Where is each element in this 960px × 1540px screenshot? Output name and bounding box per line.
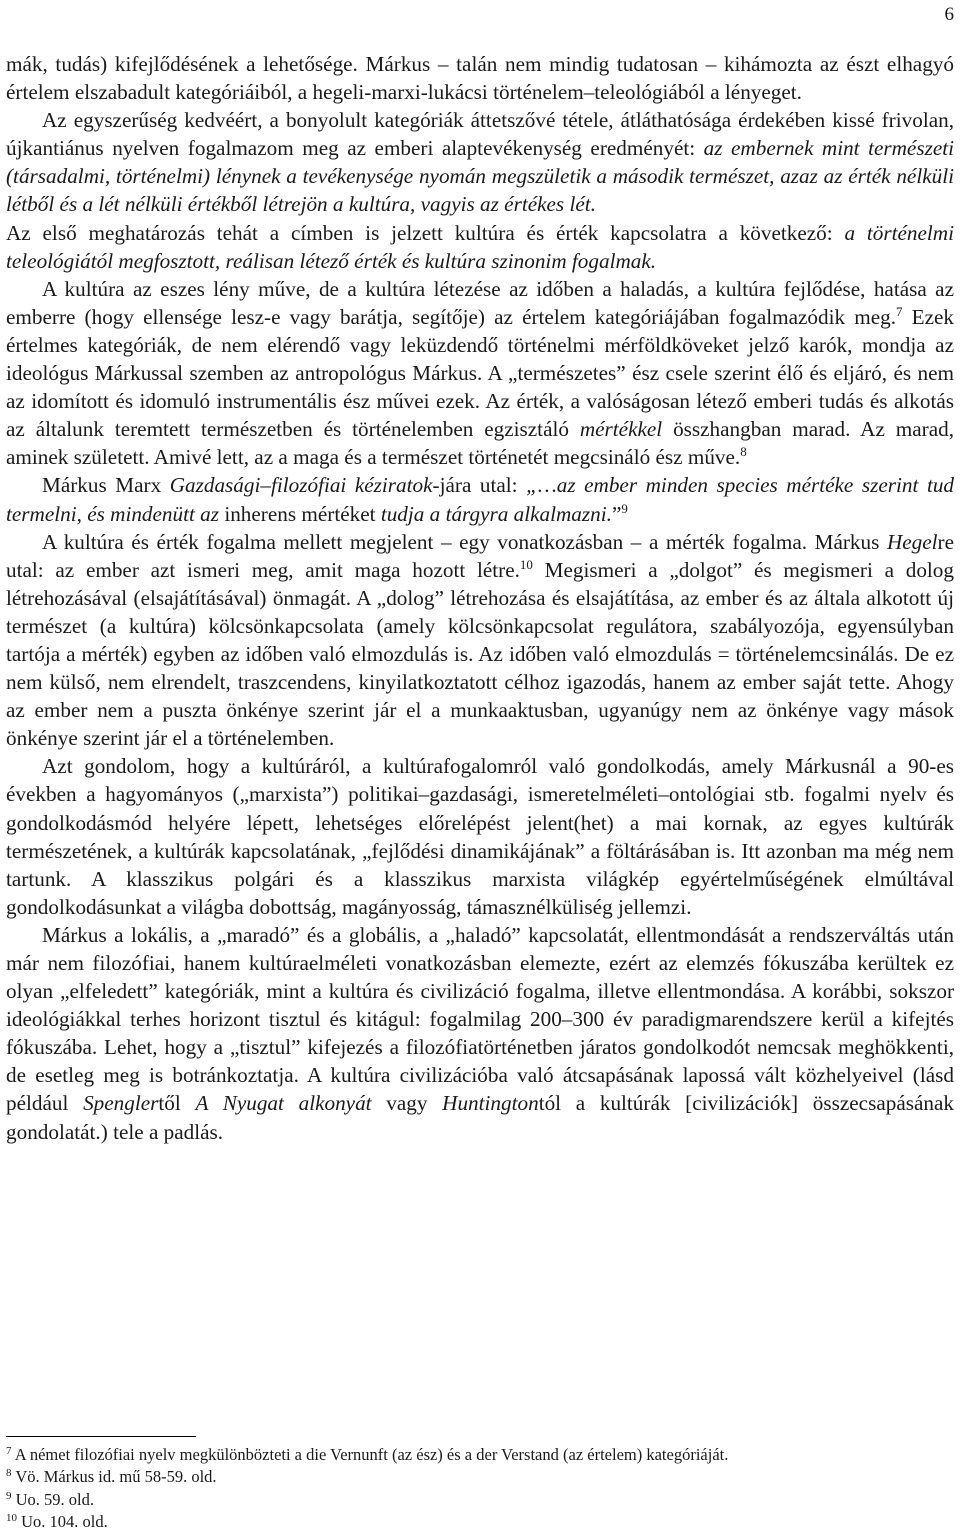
- paragraph: [6, 921, 954, 1146]
- text-run: inherens mértéket: [219, 501, 381, 526]
- text-run: Márkus Marx: [42, 473, 170, 498]
- paragraph: [6, 219, 954, 275]
- italic-text: tudja a tárgyra alkalmazni.: [380, 501, 612, 526]
- text-run: összhangban marad. Az marad, aminek született. Amivé lett, az a maga és a természet történetét megcsináló ész műve.: [6, 417, 954, 470]
- footnote-ref: 10: [519, 556, 533, 572]
- footnote: [6, 1489, 954, 1511]
- italic-text: Huntington: [442, 1091, 539, 1116]
- italic-text: „…az ember minden species mértéke szerint tud termelni, és mindenütt az: [6, 473, 955, 526]
- footnote-number: 9: [6, 1489, 12, 1502]
- italic-text: Spengler: [83, 1091, 159, 1116]
- footnote-ref: 7: [896, 303, 903, 319]
- text-run: A kultúra és érték fogalma mellett megjelent – egy vonatkozásban – a mérték fogalma. Márkus: [42, 529, 887, 554]
- footnote-ref: 9: [621, 500, 628, 516]
- text-run: től: [158, 1091, 196, 1116]
- footnote: [6, 1444, 954, 1466]
- text-run: Márkus a lokális, a „maradó” és a globális, a „haladó” kapcsolatát, ellentmondását a rendszerváltás után már nem filozófiai, hanem kultúraelméleti vonatkozásban elemezte, ezért az elemzés fókuszába kerültek ez olyan „elfeledett” kategóriák, mint a kultúra és civilizáció fogalma, illetve ellentmondása. A korábbi, sokszor ideológiákkal terhes horizont tisztul és kitágul: fogalmilag 200–300 év paradigmarendszere kerül a kifejtés fókuszába. Lehet, hogy a „tisztul” kifejezés a filozófiatörténetben járatos gondolkodót nemcsak meghökkenti, de esetleg meg is botránkoztatja. A kultúra civilizációba való átcsapásának lapossá vált közhelyeivel (lásd például: [6, 922, 954, 1116]
- footnote-number: 7: [6, 1445, 12, 1457]
- footnote-divider: [6, 1436, 196, 1437]
- footnote-text: Vö. Márkus id. mű 58-59. old.: [11, 1467, 217, 1487]
- footnotes: [6, 1444, 954, 1533]
- italic-text: A Nyugat alkonyát: [195, 1091, 372, 1116]
- footnote: [6, 1511, 954, 1533]
- paragraph: [6, 275, 954, 472]
- text-run: -jára utal:: [432, 473, 527, 498]
- text-run: re utal: az ember azt ismeri meg, amit maga hozott létre.: [6, 529, 954, 582]
- main-text: [6, 50, 954, 1146]
- text-run: tól a kultúrák [civilizációk] összecsapásának gondolatát.) tele a padlás.: [6, 1091, 954, 1144]
- paragraph: [6, 471, 954, 527]
- paragraph: [6, 50, 954, 106]
- italic-text: Gazdasági–filozófiai kéziratok: [169, 473, 433, 498]
- italic-text: a történelmi teleológiától megfosztott, reálisan létező érték és kultúra szinonim fogalmak.: [6, 220, 954, 273]
- text-run: Azt gondolom, hogy a kultúráról, a kultúrafogalomról való gondolkodás, amely Márkusnál a 90-es években a hagyományos („marxista”) politikai–gazdasági, ismeretelméleti–ontológiai stb. fogalmi nyelv és gondolkodásmód helyére lépett, lehetséges előrelépést jelent(het) a mai kornak, az egyes kultúrák természetének, a kultúrák kapcsolatának, „fejlődési dinamikájának” a föltárásában is. Itt azonban ma még nem tartunk. A klasszikus polgári és a klasszikus marxista világkép egyértelműségének elmúltával gondolkodásunkat a világba dobottság, magányosság, támasznélküliség jellemzi.: [6, 754, 954, 919]
- footnote-text: A német filozófiai nyelv megkülönbözteti a die Vernunft (az ész) és a der Verstand (az értelem) kategóriáját.: [11, 1445, 729, 1464]
- text-run: A kultúra az eszes lény műve, de a kultúra létezése az időben a haladás, a kultúra fejlődése, hatása az emberre (hogy ellensége lesz-e vagy barátja, segítője) az értelem kategóriájában fogalmazódik meg.: [6, 276, 954, 329]
- text-run: Megismeri a „dolgot” és megismeri a dolog létrehozásával (elsajátításával) önmagát. A „dolog” létrehozása és elsajátítása, az ember és az általa alkotott új természet (a kultúra) kölcsönkapcsolata (amely kölcsönkapcsolat regulátora, szabályozója, egyensúlyban tartója a mérték) egyben az időben való elmozdulás is. Az időben való elmozdulás = történelemcsinálás. De ez nem külső, nem elrendelt, traszcendens, kinyilatkoztatott célhoz igazodás, hanem az ember saját tette. Ahogy az ember nem a puszta önkénye szerint jár el a munkaaktusban, ugyanúgy nem az önkénye vagy mások önkénye szerint jár el a történelemben.: [6, 557, 954, 751]
- footnote-number: 8: [6, 1467, 12, 1480]
- text-run: Ezek értelmes kategóriák, de nem elérendő vagy leküzdendő történelmi mérföldköveket jelző karók, mondja az ideológus Márkussal szemben az antropológus Márkus. A „természetes” ész csele szerint élő és eljáró, és nem az idomított és idomuló instrumentális ész művei ezek. Az érték, a valóságosan létező emberi tudás és alkotás az általunk teremtett természetben és történelemben egzisztáló: [6, 304, 954, 442]
- footnote-number: 10: [6, 1511, 17, 1524]
- italic-text: mértékkel: [579, 417, 663, 442]
- paragraph: [6, 752, 954, 921]
- italic-text: Hegel: [886, 529, 938, 554]
- text-run: Az egyszerűség kedvéért, a bonyolult kategóriák áttetszővé tétele, átláthatósága érdekében kissé frivolan, újkantiánus nyelven fogalmazom meg az emberi alaptevékenység eredményét:: [6, 108, 954, 161]
- text-run: mák, tudás) kifejlődésének a lehetősége. Márkus – talán nem mindig tudatosan – kihámozta az észt elhagyó értelem elszabadult kategóriáiból, a hegeli-marxi-lukácsi történelem–teleológiából a lényeget.: [6, 52, 954, 105]
- text-run: ”: [611, 501, 622, 526]
- paragraph: [6, 106, 954, 218]
- footnote-ref: 8: [740, 444, 747, 460]
- italic-text: az embernek mint természeti (társadalmi, történelmi) lénynek a tevékenysége nyomán megszületik a második természet, azaz az érték nélküli létből és a lét nélküli értékből létrejön a kultúra, vagyis az értékes lét.: [6, 136, 954, 217]
- footnote-text: Uo. 59. old.: [11, 1489, 94, 1509]
- page-number: 6: [944, 4, 954, 25]
- footnote-text: Uo. 104. old.: [17, 1511, 108, 1531]
- text-run: vagy: [371, 1091, 443, 1116]
- paragraph: [6, 528, 954, 753]
- text-run: Az első meghatározás tehát a címben is jelzett kultúra és érték kapcsolatra a következő:: [6, 220, 845, 245]
- footnote: [6, 1466, 954, 1488]
